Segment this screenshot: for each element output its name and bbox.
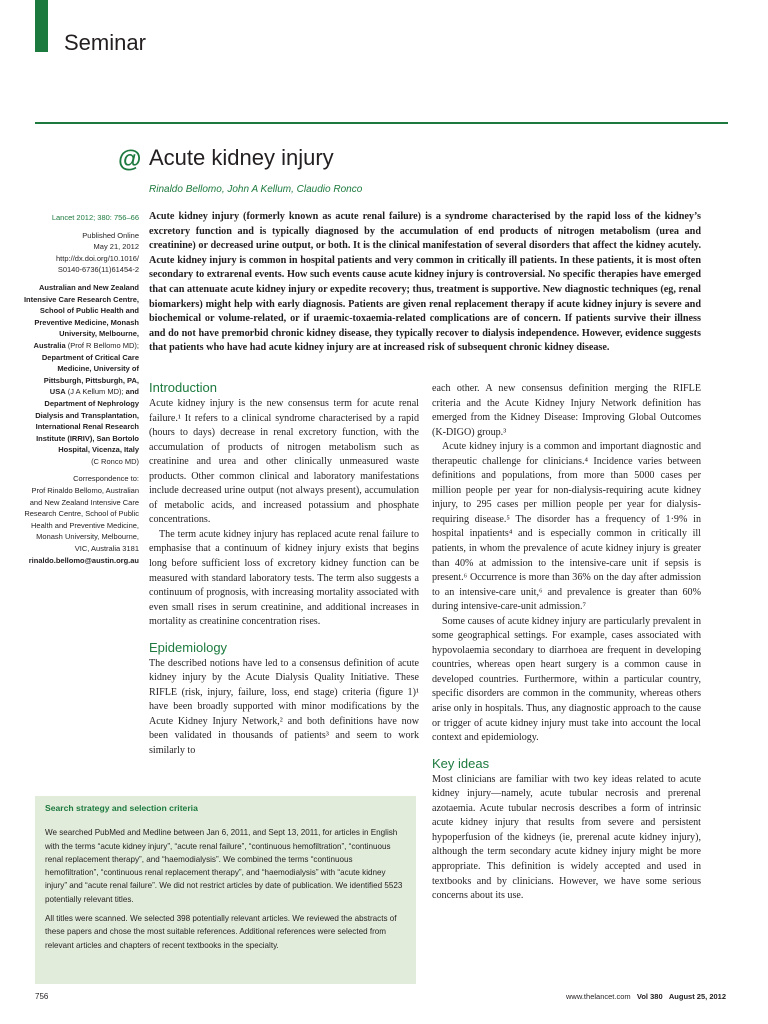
page-number: 756 bbox=[35, 992, 49, 1001]
affiliation-line: Australia bbox=[33, 340, 66, 350]
affiliation-line: Intensive Care Research Centre, bbox=[23, 294, 139, 304]
journal-site[interactable]: www.thelancet.com bbox=[566, 992, 631, 1001]
journal-footer bbox=[535, 992, 726, 1001]
search-strategy-box bbox=[35, 796, 416, 984]
correspondence-line: and New Zealand Intensive Care bbox=[29, 497, 139, 507]
paragraph: Acute kidney injury is a common and important diagnostic and therapeutic challenge for clinicians.⁴ Incidence varies between definitions and populations, from more than 5000 cases per million people per year for non-dialysis-requiring acute kidney injury, to 295 cases per million people per year for dialysis-requiring disease.⁵ The disorder has a frequency of 1·9% in hospital inpatients⁴ and is especially common in critically ill patients, in whom the prevalence of acute kidney injury is greater than 40% at admission to the intensive-care unit if sepsis is present.⁶ Occurrence is more than 36% on the day after admission to an intensive-care unit,⁶ and prevalence is greater than 60% during intensive-care-unit admission.⁷ bbox=[432, 441, 701, 613]
doi-id: S0140-6736(11)61454-2 bbox=[57, 265, 139, 275]
affiliation-line: USA bbox=[49, 387, 66, 397]
affiliation-line: Australian and New Zealand bbox=[38, 282, 139, 292]
affiliation-line: Department of Critical Care bbox=[41, 352, 139, 362]
section-label: Seminar bbox=[64, 30, 146, 55]
affiliation-line: School of Public Health and bbox=[39, 306, 139, 316]
affiliation-line: Hospital, Vicenza, Italy bbox=[58, 445, 139, 455]
at-sign-icon: @ bbox=[118, 146, 142, 173]
body-column-right bbox=[432, 382, 701, 904]
paragraph: each other. A new consensus definition merging the RIFLE criteria and the Acute Kidney Injury Network definition has emerged from the Kidney Disease: Improving Global Outcomes (K-DIGO) group.³ bbox=[432, 383, 701, 438]
correspondence-line: Correspondence to: bbox=[73, 474, 139, 484]
paragraph: Acute kidney injury is the new consensus term for acute renal failure.¹ It refers to a clinical syndrome characterised by a rapid (hours to days) decrease in renal excretory function, with the accumulation of products of nitrogen metabolism such as creatinine and urea and other clinically unmeasured waste products. Other common clinical and laboratory manifestations include decreased urine output (not always present), accumulation of metabolic acids, and increased potassium and phosphate concentrations. bbox=[149, 398, 419, 526]
margin-notes bbox=[20, 212, 139, 572]
paragraph: Some causes of acute kidney injury are particularly prevalent in some geographical settings. For example, cases associated with hypovolaemia secondary to diarrhoea are frequent in developing countries, whereas open heart surgery is a common cause in developed countries. Furthermore, within a particular country, specific disorders are common in the community, whereas others arise only in hospitals. Thus, any diagnostic approach to the cause or trigger of acute kidney injury must take into account the local context and epidemiology. bbox=[432, 615, 701, 744]
article-authors: Rinaldo Bellomo, John A Kellum, Claudio Ronco bbox=[149, 184, 363, 195]
correspondence-line: VIC, Australia 3181 bbox=[74, 544, 139, 554]
affiliation-line: Pittsburgh, Pittsburgh, PA, bbox=[43, 375, 139, 385]
key-ideas-heading: Key ideas bbox=[432, 755, 490, 771]
paragraph: Most clinicians are familiar with two key ideas related to acute kidney injury—namely, acute tubular necrosis and prerenal azotaemia. Acute tubular necrosis describes a form of intrinsic acute kidney injury that results from severe and persistent hypoperfusion of the kidneys (ie, prerenal acute kidney injury), although the term secondary acute kidney injury might be more appropriate. This definition is widely accepted and used in textbooks and by clinicians. However, we have some serious concerns about its use. bbox=[432, 773, 701, 902]
doi-link[interactable]: http://dx.doi.org/10.1016/ bbox=[56, 253, 139, 263]
epidemiology-heading: Epidemiology bbox=[149, 639, 228, 655]
affiliation-line: International Renal Research bbox=[35, 422, 139, 432]
affiliation-line: Medicine, University of bbox=[57, 364, 139, 374]
affiliation-author: (Prof R Bellomo MD); bbox=[65, 340, 139, 350]
header-rule bbox=[35, 122, 728, 124]
correspondence-line: Research Centre, School of Public bbox=[24, 509, 139, 519]
introduction-heading: Introduction bbox=[149, 380, 217, 395]
affiliation-author: (C Ronco MD) bbox=[91, 456, 139, 466]
paragraph: The described notions have led to a consensus definition of acute kidney injury by the Acute Dialysis Quality Initiative. These RIFLE (risk, injury, failure, loss, end stage) criteria (figure 1)¹ have been broadly supported with minor modifications by the Acute Kidney Injury Network,² and both definitions have now been validated in thousands of patients³ and seem to work similarly to bbox=[149, 657, 419, 757]
correspondence-line: Health and Preventive Medicine, bbox=[31, 520, 139, 530]
paragraph: The term acute kidney injury has replaced acute renal failure to emphasise that a continuum of kidney injury exists that begins long before sufficient loss of excretory kidney function can be measured with standard laboratory tests. The term also suggests a continuum of prognosis, with increasing mortality associated with even small rises in serum creatinine, and additional increases in mortality as creatinine concentration rises. bbox=[149, 528, 419, 628]
journal-volume: Vol 380 bbox=[636, 992, 663, 1001]
affiliation-author: (J A Kellum MD); bbox=[65, 387, 126, 397]
affiliation-line: Dialysis and Transplantation, bbox=[35, 410, 139, 420]
affiliation-line: and bbox=[125, 387, 139, 397]
correspondence-email[interactable]: rinaldo.bellomo@austin.org.au bbox=[28, 555, 139, 565]
affiliation-line: Preventive Medicine, Monash bbox=[34, 317, 139, 327]
affiliation-line: University, Melbourne, bbox=[59, 329, 139, 339]
body-column-left bbox=[149, 380, 419, 759]
search-strategy-text: We searched PubMed and Medline between Jan 6, 2011, and Sept 13, 2011, for articles in English with the terms “acute kidney injury”, “acute renal failure”, “continuous hemofiltration”, “continuous renal replacement therapy”, and “haemodialysis”. We combined the terms “continuous hemofiltration”, “continuous renal replacement therapy”, and “haemodialysis” with “acute kidney injury” and “acute renal failure”. We did not restrict articles by date of publication. We identified 5523 potentially relevant titles. bbox=[45, 828, 403, 904]
affiliation-line: Institute (IRRIV), San Bortolo bbox=[36, 433, 139, 443]
published-date: May 21, 2012 bbox=[93, 242, 139, 252]
correspondence-line: Prof Rinaldo Bellomo, Australian bbox=[31, 486, 139, 496]
section-color-bar bbox=[35, 0, 48, 52]
correspondence-line: Monash University, Melbourne, bbox=[36, 532, 139, 542]
article-title: Acute kidney injury bbox=[149, 145, 334, 170]
abstract: Acute kidney injury (formerly known as acute renal failure) is a syndrome characterised by the rapid loss of the kidney’s excretory function and is typically diagnosed by the accumulation of end products of nitrogen metabolism (urea and creatinine) or decreased urine output, or both. It is the clinical manifestation of several disorders that affect the kidney acutely. Acute kidney injury is common in hospital patients and very common in critically ill patients. In these patients, it is most often secondary to extrarenal events. How such events cause acute kidney injury is controversial. No specific therapies have emerged that can attenuate acute kidney injury or expedite recovery; thus, treatment is supportive. New diagnostic techniques (eg, renal biomarkers) might help with early diagnosis. Patients are given renal replacement therapy if acute kidney injury is severe and biochemical or volume-related, or if uraemic-toxaemia-related complications are of concern. If patients survive their illness and do not have premorbid chronic kidney disease, they typically recover to dialysis independence. However, evidence suggests that patients who have had acute kidney injury are at increased risk of subsequent chronic kidney disease. bbox=[149, 211, 701, 354]
search-strategy-text: All titles were scanned. We selected 398 potentially relevant articles. We reviewed the abstracts of these papers and chose the most suitable references. Additional references were selected from relevant articles and chapters of recent textbooks in the specialty. bbox=[45, 914, 397, 950]
published-line: Published Online bbox=[82, 230, 139, 240]
search-strategy-heading: Search strategy and selection criteria bbox=[45, 803, 198, 813]
citation: Lancet 2012; 380: 756–66 bbox=[51, 213, 139, 222]
journal-date: August 25, 2012 bbox=[668, 992, 726, 1001]
affiliation-line: Department of Nephrology bbox=[44, 398, 139, 408]
